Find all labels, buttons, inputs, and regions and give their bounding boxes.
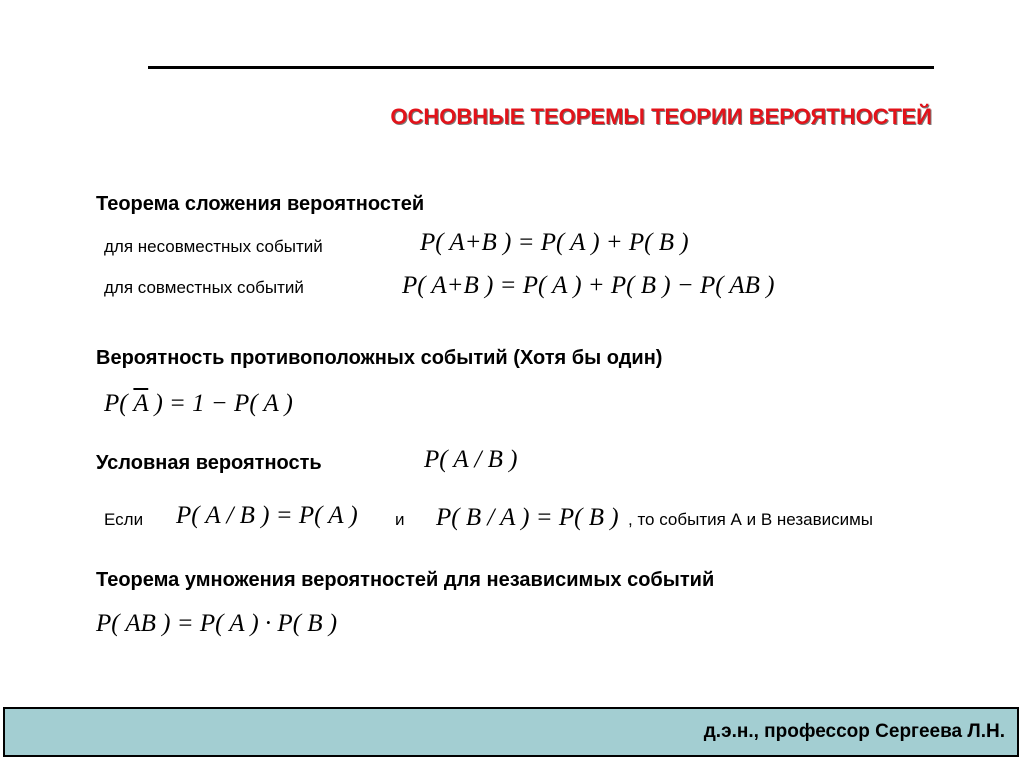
conditional-formula: P( A / B ) xyxy=(424,446,518,473)
independence-formula-2: P( B / A ) = P( B ) xyxy=(436,504,619,531)
author-credit: д.э.н., профессор Сергеева Л.Н. xyxy=(703,721,1005,742)
and-label: и xyxy=(395,510,405,529)
independence-conclusion: , то события А и В независимы xyxy=(628,510,874,529)
incompatible-formula: P( A+B ) = P( A ) + P( B ) xyxy=(420,229,689,256)
opposite-formula xyxy=(104,390,293,418)
incompatible-events-label: для несовместных событий xyxy=(104,237,323,256)
slide-title: ОСНОВНЫЕ ТЕОРЕМЫ ТЕОРИИ ВЕРОЯТНОСТЕЙ xyxy=(390,104,932,129)
if-label: Если xyxy=(104,510,144,529)
complement-a: $\overline{A}$ xyxy=(133,390,149,417)
opposite-formula-prefix: P( xyxy=(104,390,134,417)
addition-theorem-heading: Теорема сложения вероятностей xyxy=(96,193,425,215)
opposite-events-heading: Вероятность противоположных событий (Хотя бы один) xyxy=(96,347,663,369)
top-divider xyxy=(148,66,934,69)
compatible-events-label: для совместных событий xyxy=(104,278,304,297)
footer-bar xyxy=(3,707,1019,757)
compatible-formula: P( A+B ) = P( A ) + P( B ) − P( AB ) xyxy=(402,272,775,299)
conditional-probability-heading: Условная вероятность xyxy=(96,452,322,474)
multiplication-formula: P( AB ) = P( A ) · P( B ) xyxy=(96,610,338,637)
multiplication-theorem-heading: Теорема умножения вероятностей для независимых событий xyxy=(96,569,715,591)
opposite-formula-suffix: ) = 1 − P( A ) xyxy=(148,390,293,417)
independence-formula-1: P( A / B ) = P( A ) xyxy=(176,502,358,529)
